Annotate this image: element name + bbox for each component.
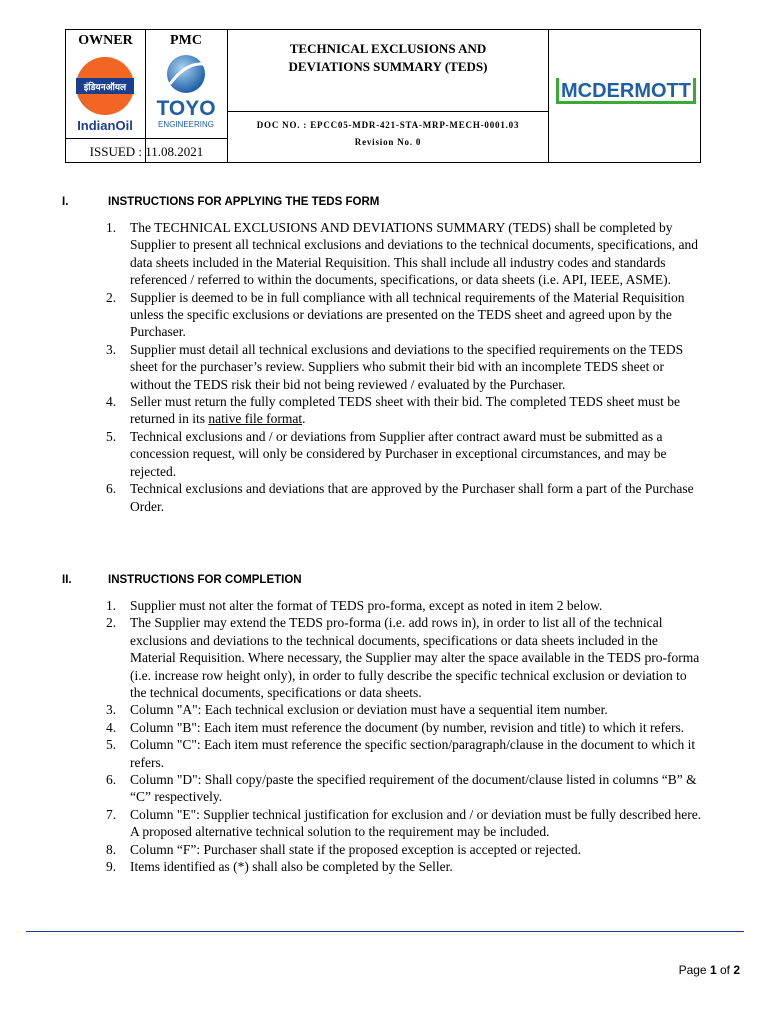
item-number: 6. <box>106 772 117 788</box>
list-item <box>106 597 702 614</box>
header-divider <box>66 138 227 139</box>
list-item <box>106 289 702 341</box>
contractor-logo-text: MCDERMOTT <box>561 80 691 102</box>
owner-label: OWNER <box>78 33 133 48</box>
document-header <box>65 29 701 163</box>
list-item <box>106 858 702 875</box>
item-text: Column “F”: Purchaser shall state if the proposed exception is accepted or rejected. <box>130 841 581 857</box>
section-1-list <box>106 219 702 515</box>
item-number: 2. <box>106 289 117 305</box>
item-number: 1. <box>106 220 117 235</box>
list-item <box>106 614 702 701</box>
item-text: Column "C": Each item must reference the specific section/paragraph/clause in the document to which it refers. <box>130 737 696 770</box>
pmc-logo-name: TOYO <box>156 97 216 120</box>
page-of: of <box>716 963 734 977</box>
item-text: The Supplier may extend the TEDS pro-forma (i.e. add rows in), in order to list all of the technical exclusions and deviations to the technical documents, specifications or data sheets included in the Material Requisition. Where necessary, the Supplier may alter the space available in the TEDS pro-forma (i.e. increase row height only), in order to fully describe the specific technical exclusion or deviation to the technical documents, specifications or data sheets. <box>130 615 700 701</box>
item-number: 7. <box>106 806 117 822</box>
item-number: 9. <box>106 859 117 875</box>
item-number: 3. <box>106 702 117 718</box>
list-item <box>106 428 702 480</box>
item-text: Items identified as (*) shall also be completed by the Seller. <box>130 859 453 875</box>
item-number: 4. <box>106 394 117 410</box>
list-item <box>106 701 702 718</box>
list-item <box>106 771 702 806</box>
item-number: 5. <box>106 737 117 753</box>
section-2-heading <box>62 574 302 586</box>
native-file-format-text: native file format <box>208 411 303 427</box>
item-text: Supplier must not alter the format of TEDS pro-forma, except as noted in item 2 below. <box>130 598 603 613</box>
pmc-logo-sub: ENGINEERING <box>157 120 215 129</box>
item-text: Seller must return the fully completed TEDS sheet with their bid. The completed TEDS sheet must be returned in its <box>130 394 681 427</box>
document-title <box>228 40 548 76</box>
item-number: 8. <box>106 841 117 857</box>
list-item <box>106 719 702 736</box>
page-total: 2 <box>733 963 740 977</box>
item-text: Supplier must detail all technical exclusions and deviations to the specified requirements on the TEDS sheet for the purchaser’s review. Suppliers who submit their bid with an incomplete TEDS sheet or without the TEDS risk their bid not being reviewed / evaluated by the Purchaser. <box>130 341 684 392</box>
footer-divider <box>26 931 744 932</box>
item-number: 1. <box>106 598 117 613</box>
section-2-title: INSTRUCTIONS FOR COMPLETION <box>108 574 302 586</box>
owner-name: IndianOil <box>77 118 133 133</box>
item-number: 6. <box>106 481 117 497</box>
section-1-title: INSTRUCTIONS FOR APPLYING THE TEDS FORM <box>108 196 380 208</box>
revision-number: Revision No. 0 <box>354 137 422 147</box>
page-prefix: Page <box>678 963 710 977</box>
item-text: . <box>302 411 306 427</box>
item-text: The TECHNICAL EXCLUSIONS AND DEVIATIONS SUMMARY (TEDS) shall be completed by Supplier to present all technical exclusions and deviations to the technical documents, specifications, and data sheets included in the Material Requisition. This shall include all industry codes and standards referenced / referred to within the documents, specifications, or data sheets (i.e. API, IEEE, ASME). <box>130 220 698 288</box>
toyo-logo <box>148 52 224 136</box>
list-item <box>106 219 702 289</box>
list-item <box>106 841 702 858</box>
item-text: Technical exclusions and deviations that are approved by the Purchaser shall form a part of the Purchase Order. <box>130 481 694 514</box>
owner-logo-text: इंडियनऑयल <box>83 83 127 93</box>
page-current: 1 <box>709 963 717 977</box>
mcdermott-logo <box>554 74 698 108</box>
list-item <box>106 806 702 841</box>
title-line-2: DEVIATIONS SUMMARY (TEDS) <box>288 59 488 74</box>
item-text: Column "E": Supplier technical justification for exclusion and / or deviation must be fully described here. A proposed alternative technical solution to the requirement may be included. <box>130 806 702 840</box>
header-divider <box>548 30 549 162</box>
item-text: Supplier is deemed to be in full compliance with all technical requirements of the Material Requisition unless the specific exclusions or deviations are presented on the TEDS sheet and agreed upon by the Purchaser. <box>130 289 685 340</box>
item-text: Technical exclusions and / or deviations from Supplier after contract award must be submitted as a concession request, will only be considered by Purchaser in exceptional circumstances, and may be rejected. <box>130 428 667 479</box>
item-text: Column "A": Each technical exclusion or deviation must have a sequential item number. <box>130 702 608 718</box>
list-item <box>106 480 702 515</box>
item-number: 5. <box>106 428 117 444</box>
item-number: 4. <box>106 719 117 735</box>
section-2-number: II. <box>62 574 72 586</box>
item-number: 3. <box>106 341 117 357</box>
list-item <box>106 341 702 393</box>
list-item <box>106 393 702 428</box>
document-number: DOC NO. : EPCC05-MDR-421-STA-MRP-MECH-0001.03 <box>256 120 520 130</box>
page-number <box>679 963 740 977</box>
section-1-number: I. <box>62 196 69 208</box>
indianoil-logo <box>70 54 140 134</box>
section-2-list <box>106 597 702 876</box>
item-text: Column "B": Each item must reference the document (by number, revision and title) to which it refers. <box>130 719 685 735</box>
issued-date: ISSUED : 11.08.2021 <box>89 144 204 159</box>
list-item <box>106 736 702 771</box>
pmc-label: PMC <box>170 33 202 48</box>
item-number: 2. <box>106 615 117 631</box>
item-text: Column "D": Shall copy/paste the specified requirement of the document/clause listed in columns “B” & “C” respectively. <box>130 772 697 805</box>
title-line-1: TECHNICAL EXCLUSIONS AND <box>289 41 487 56</box>
section-1-heading <box>62 196 379 208</box>
header-divider <box>227 111 548 112</box>
